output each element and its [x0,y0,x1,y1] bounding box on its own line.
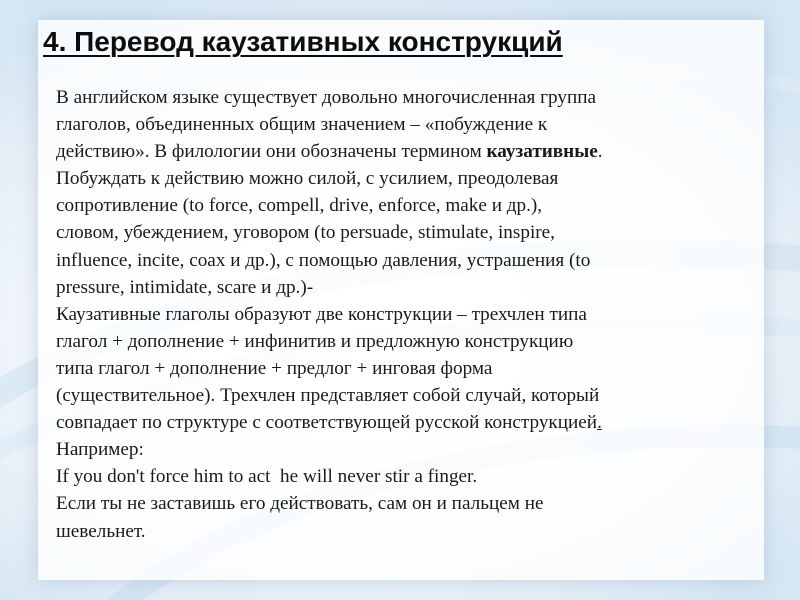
example-russian: Если ты не заставишь его действовать, сам он и пальцем не [56,493,544,515]
text-line: действию». В филологии они обозначены термином каузативные. [56,141,603,163]
text-line: словом, убеждением, уговором (to persuade, stimulate, inspire, [56,222,555,244]
slide-body-text [56,84,766,545]
text-line: глагол + дополнение + инфинитив и предложную конструкцию [56,330,574,352]
text-line: Каузативные глаголы образуют две конструкции – трехчлен типа [56,303,587,325]
term-causative: каузативные [486,141,598,163]
example-english: If you don't force him to act he will never stir a finger. [56,466,478,488]
text-line: (существительное). Трехчлен представляет собой случай, который [56,385,600,407]
text-line: influence, incite, coax и др.), с помощью давления, устрашения (to [56,249,591,271]
text-line: сопротивление (to force, compell, drive, enforce, make и др.), [56,195,543,217]
text-line: pressure, intimidate, scare и др.)- [56,276,314,298]
text-line: Например: [56,439,144,461]
text-line: глаголов, объединенных общим значением – «побуждение к [56,114,548,136]
slide-title: 4. Перевод каузативных конструкций [43,26,563,57]
text-line: шевельнет. [56,520,146,542]
text-line: типа глагол + дополнение + предлог + инговая форма [56,357,493,379]
text-line: совпадает по структуре с соответствующей русской конструкцией. [56,412,602,434]
text-line: В английском языке существует довольно многочисленная группа [56,87,597,108]
text-line: Побуждать к действию можно силой, с усилием, преодолевая [56,168,559,190]
